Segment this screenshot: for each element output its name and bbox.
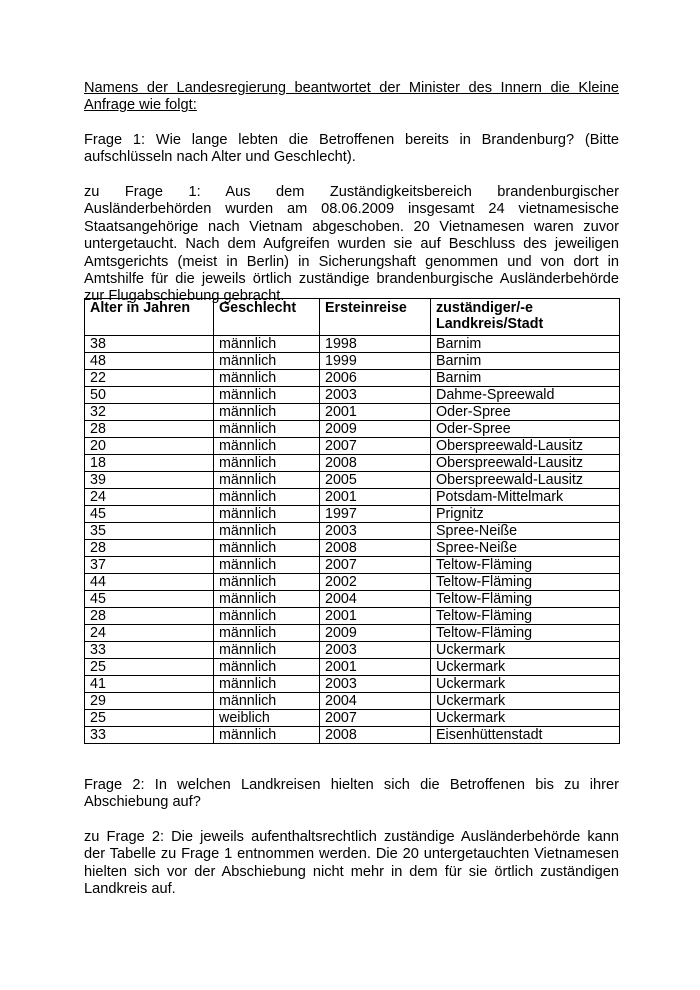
cell-first-entry: 2005 xyxy=(320,472,431,489)
cell-age: 45 xyxy=(85,506,214,523)
cell-first-entry: 2007 xyxy=(320,710,431,727)
table-row xyxy=(85,591,620,608)
table-row xyxy=(85,438,620,455)
cell-gender: männlich xyxy=(214,387,320,404)
cell-gender: männlich xyxy=(214,642,320,659)
table-row xyxy=(85,693,620,710)
cell-gender: männlich xyxy=(214,557,320,574)
cell-district: Spree-Neiße xyxy=(431,523,620,540)
table-row xyxy=(85,336,620,353)
cell-first-entry: 2003 xyxy=(320,676,431,693)
cell-age: 22 xyxy=(85,370,214,387)
question-2: Frage 2: In welchen Landkreisen hielten sich die Betroffenen bis zu ihrer Abschiebung auf? xyxy=(84,777,619,811)
cell-district: Potsdam-Mittelmark xyxy=(431,489,620,506)
cell-first-entry: 2008 xyxy=(320,455,431,472)
cell-age: 25 xyxy=(85,659,214,676)
cell-first-entry: 2007 xyxy=(320,438,431,455)
cell-gender: männlich xyxy=(214,676,320,693)
cell-age: 29 xyxy=(85,693,214,710)
cell-first-entry: 2009 xyxy=(320,625,431,642)
cell-gender: männlich xyxy=(214,727,320,744)
cell-district: Spree-Neiße xyxy=(431,540,620,557)
table-row xyxy=(85,489,620,506)
cell-district: Uckermark xyxy=(431,693,620,710)
cell-age: 20 xyxy=(85,438,214,455)
cell-district: Uckermark xyxy=(431,659,620,676)
cell-district: Dahme-Spreewald xyxy=(431,387,620,404)
cell-first-entry: 2001 xyxy=(320,404,431,421)
cell-gender: männlich xyxy=(214,693,320,710)
cell-age: 39 xyxy=(85,472,214,489)
cell-first-entry: 2006 xyxy=(320,370,431,387)
cell-district: Prignitz xyxy=(431,506,620,523)
cell-age: 45 xyxy=(85,591,214,608)
cell-first-entry: 2003 xyxy=(320,387,431,404)
cell-first-entry: 2003 xyxy=(320,523,431,540)
cell-gender: männlich xyxy=(214,370,320,387)
cell-district: Uckermark xyxy=(431,642,620,659)
table-row xyxy=(85,370,620,387)
cell-district: Oberspreewald-Lausitz xyxy=(431,455,620,472)
cell-gender: männlich xyxy=(214,506,320,523)
table-row xyxy=(85,387,620,404)
cell-first-entry: 2001 xyxy=(320,608,431,625)
table-header-row xyxy=(85,299,620,336)
cell-age: 33 xyxy=(85,642,214,659)
answer-1: zu Frage 1: Aus dem Zuständigkeitsbereich brandenburgischer Ausländerbehörden wurden am 08.06.2009 insgesamt 24 vietnamesische Staatsangehörige nach Vietnam abgeschoben. 20 Vietnamesen waren zuvor untergetaucht. Nach dem Aufgreifen wurden sie auf Beschluss des jeweiligen Amtsgerichts (meist in Berlin) in Sicherungshaft genommen und von dort in Amtshilfe für die jeweils örtlich zuständige brandenburgische Ausländerbehörde zur Flugabschiebung gebracht. xyxy=(84,184,619,305)
cell-age: 24 xyxy=(85,625,214,642)
cell-age: 32 xyxy=(85,404,214,421)
cell-first-entry: 2004 xyxy=(320,591,431,608)
cell-gender: männlich xyxy=(214,455,320,472)
cell-age: 18 xyxy=(85,455,214,472)
cell-first-entry: 2009 xyxy=(320,421,431,438)
cell-first-entry: 2008 xyxy=(320,540,431,557)
table-row xyxy=(85,642,620,659)
cell-gender: männlich xyxy=(214,438,320,455)
cell-first-entry: 2007 xyxy=(320,557,431,574)
cell-district: Barnim xyxy=(431,353,620,370)
cell-gender: männlich xyxy=(214,574,320,591)
cell-district: Teltow-Fläming xyxy=(431,557,620,574)
cell-age: 41 xyxy=(85,676,214,693)
cell-gender: männlich xyxy=(214,489,320,506)
cell-district: Teltow-Fläming xyxy=(431,608,620,625)
cell-gender: männlich xyxy=(214,659,320,676)
cell-age: 44 xyxy=(85,574,214,591)
cell-district: Barnim xyxy=(431,370,620,387)
answer-2: zu Frage 2: Die jeweils aufenthaltsrechtlich zuständige Ausländerbehörde kann der Tabelle zu Frage 1 entnommen werden. Die 20 untergetauchten Vietnamesen hielten sich vor der Abschiebung nicht mehr in dem für sie örtlich zuständigen Landkreis auf. xyxy=(84,829,619,898)
cell-age: 38 xyxy=(85,336,214,353)
cell-district: Uckermark xyxy=(431,676,620,693)
table-row xyxy=(85,540,620,557)
table-row xyxy=(85,557,620,574)
cell-district: Oberspreewald-Lausitz xyxy=(431,438,620,455)
cell-gender: männlich xyxy=(214,472,320,489)
cell-gender: männlich xyxy=(214,608,320,625)
cell-gender: männlich xyxy=(214,404,320,421)
cell-gender: männlich xyxy=(214,591,320,608)
cell-age: 28 xyxy=(85,540,214,557)
cell-first-entry: 2004 xyxy=(320,693,431,710)
table-body xyxy=(85,336,620,744)
cell-district: Oder-Spree xyxy=(431,421,620,438)
cell-age: 24 xyxy=(85,489,214,506)
table-row xyxy=(85,710,620,727)
cell-first-entry: 2003 xyxy=(320,642,431,659)
cell-gender: männlich xyxy=(214,625,320,642)
cell-first-entry: 2001 xyxy=(320,659,431,676)
table-row xyxy=(85,608,620,625)
header-gender: Geschlecht xyxy=(214,299,320,336)
cell-district: Uckermark xyxy=(431,710,620,727)
cell-age: 48 xyxy=(85,353,214,370)
cell-district: Teltow-Fläming xyxy=(431,591,620,608)
question-1: Frage 1: Wie lange lebten die Betroffenen bereits in Brandenburg? (Bitte aufschlüsseln nach Alter und Geschlecht). xyxy=(84,132,619,166)
deportation-table xyxy=(84,298,620,744)
cell-age: 35 xyxy=(85,523,214,540)
cell-district: Eisenhüttenstadt xyxy=(431,727,620,744)
cell-gender: männlich xyxy=(214,421,320,438)
cell-first-entry: 2008 xyxy=(320,727,431,744)
cell-district: Oberspreewald-Lausitz xyxy=(431,472,620,489)
cell-district: Teltow-Fläming xyxy=(431,625,620,642)
cell-gender: männlich xyxy=(214,336,320,353)
cell-age: 28 xyxy=(85,421,214,438)
cell-gender: weiblich xyxy=(214,710,320,727)
table-row xyxy=(85,676,620,693)
header-first-entry: Ersteinreise xyxy=(320,299,431,336)
cell-first-entry: 2002 xyxy=(320,574,431,591)
table-row xyxy=(85,625,620,642)
table-row xyxy=(85,455,620,472)
cell-age: 33 xyxy=(85,727,214,744)
table-row xyxy=(85,659,620,676)
table-row xyxy=(85,353,620,370)
cell-age: 25 xyxy=(85,710,214,727)
table-row xyxy=(85,472,620,489)
cell-age: 28 xyxy=(85,608,214,625)
cell-first-entry: 1999 xyxy=(320,353,431,370)
header-district: zuständiger/-e Landkreis/Stadt xyxy=(431,299,620,336)
cell-first-entry: 1997 xyxy=(320,506,431,523)
cell-district: Oder-Spree xyxy=(431,404,620,421)
cell-age: 50 xyxy=(85,387,214,404)
table-row xyxy=(85,523,620,540)
header-age: Alter in Jahren xyxy=(85,299,214,336)
cell-district: Teltow-Fläming xyxy=(431,574,620,591)
table-row xyxy=(85,421,620,438)
table-row xyxy=(85,574,620,591)
table-row xyxy=(85,727,620,744)
cell-district: Barnim xyxy=(431,336,620,353)
cell-gender: männlich xyxy=(214,523,320,540)
cell-gender: männlich xyxy=(214,353,320,370)
cell-first-entry: 1998 xyxy=(320,336,431,353)
table-row xyxy=(85,404,620,421)
cell-first-entry: 2001 xyxy=(320,489,431,506)
cell-gender: männlich xyxy=(214,540,320,557)
cell-age: 37 xyxy=(85,557,214,574)
intro-heading: Namens der Landesregierung beantwortet der Minister des Innern die Kleine Anfrage wie folgt: xyxy=(84,80,619,114)
table-row xyxy=(85,506,620,523)
